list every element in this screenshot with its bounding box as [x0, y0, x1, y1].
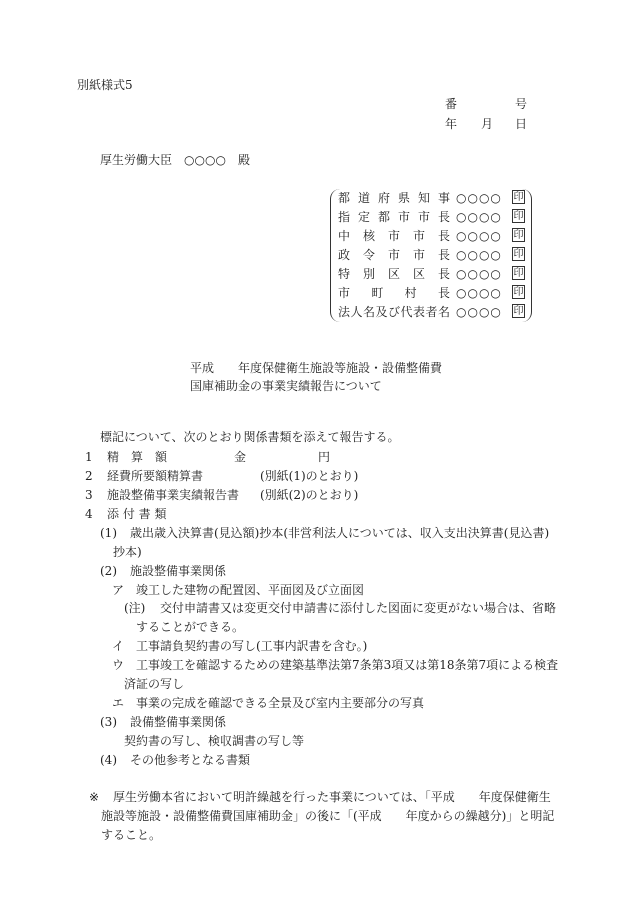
attach-1-cont: 抄本)	[113, 545, 142, 559]
signatory-title: 市町村長	[338, 286, 450, 300]
attach-4-num: (4)	[100, 753, 117, 767]
attach-2u-cont: 済証の写し	[124, 677, 185, 691]
item-2-num: 2	[85, 469, 93, 483]
item-1-value: 金 円	[234, 450, 331, 464]
item-3-num: 3	[85, 488, 93, 502]
signatory-name: ○○○○	[456, 248, 502, 262]
remark-line-2: 施設等施設・設備整備費国庫補助金」の後に「(平成 年度からの繰越分)」と明記	[101, 809, 555, 823]
signatory-row	[338, 210, 528, 224]
signatory-name: ○○○○	[456, 286, 502, 300]
attach-3-cont: 契約書の写し、検収調書の写し等	[124, 734, 305, 748]
item-3-value: (別紙(2)のとおり)	[260, 488, 359, 502]
attach-2e-text: 事業の完成を確認できる全景及び室内主要部分の写真	[136, 696, 425, 710]
note-num: (注)	[124, 601, 146, 615]
subject-line-2: 国庫補助金の事業実績報告について	[190, 379, 382, 393]
attach-2a-text: 竣工した建物の配置図、平面図及び立面図	[136, 583, 365, 597]
intro-text: 標記について、次のとおり関係書類を添えて報告する。	[100, 430, 400, 444]
seal-icon: 印	[513, 230, 524, 241]
signatory-row	[338, 191, 528, 205]
signatory-title: 法人名及び代表者名	[338, 305, 450, 319]
attach-2u-num: ウ	[112, 658, 125, 672]
date-year: 年	[445, 117, 458, 131]
item-1-num: 1	[85, 450, 93, 464]
signatory-row	[338, 267, 528, 281]
number-suffix: 号	[515, 97, 528, 111]
signatory-title: 中核市市長	[338, 229, 450, 243]
number-label: 番	[445, 97, 458, 111]
attach-1-text: 歳出歳入決算書(見込額)抄本(非営利法人については、収入支出決算書(見込書)	[130, 526, 550, 540]
attach-3-num: (3)	[100, 715, 117, 729]
seal-icon: 印	[513, 287, 524, 298]
signatory-row	[338, 286, 528, 300]
attach-2i-num: イ	[112, 639, 125, 653]
item-4-label: 添 付 書 類	[107, 507, 167, 521]
item-2-label: 経費所要額精算書	[107, 469, 204, 483]
attach-2i-text: 工事請負契約書の写し(工事内訳書を含む。)	[136, 639, 368, 653]
signatory-name: ○○○○	[456, 229, 502, 243]
attach-3-text: 設備整備事業関係	[130, 715, 227, 729]
signatory-title: 特別区区長	[338, 267, 450, 281]
addressee-name: ○○○○	[184, 153, 226, 167]
item-4-num: 4	[85, 507, 93, 521]
seal-icon: 印	[513, 306, 524, 317]
signatory-row	[338, 229, 528, 243]
subject-line-1: 平成 年度保健衛生施設等施設・設備整備費	[190, 361, 443, 375]
addressee	[100, 153, 250, 167]
addressee-title: 厚生労働大臣	[100, 153, 173, 167]
attach-2a-num: ア	[112, 583, 125, 597]
item-3-label: 施設整備事業実績報告書	[107, 488, 240, 502]
item-2-value: (別紙(1)のとおり)	[260, 469, 359, 483]
signatory-title: 指定都市市長	[338, 210, 450, 224]
date-day: 日	[515, 117, 528, 131]
signatory-name: ○○○○	[456, 191, 502, 205]
signatory-row	[338, 305, 528, 319]
attach-2-text: 施設整備事業関係	[130, 564, 227, 578]
seal-icon: 印	[513, 268, 524, 279]
form-label: 別紙様式5	[77, 78, 133, 92]
note-cont: することができる。	[136, 620, 245, 634]
signatory-row	[338, 248, 528, 262]
seal-icon: 印	[513, 249, 524, 260]
signatory-title: 政令市市長	[338, 248, 450, 262]
remark-mark: ※	[89, 790, 100, 804]
note-text: 交付申請書又は変更交付申請書に添付した図面に変更がない場合は、省略	[160, 601, 557, 615]
attach-2u-text: 工事竣工を確認するための建築基準法第7条第3項又は第18条第7項による検査	[136, 658, 559, 672]
attach-4-text: その他参考となる書類	[130, 753, 251, 767]
attach-2e-num: エ	[112, 696, 125, 710]
remark-line-1: 厚生労働本省において明許繰越を行った事業については、「平成 年度保健衛生	[113, 790, 551, 804]
date-month: 月	[481, 117, 494, 131]
signatory-name: ○○○○	[456, 305, 502, 319]
seal-icon: 印	[513, 192, 524, 203]
signatory-name: ○○○○	[456, 267, 502, 281]
item-1-label: 精 算 額	[107, 450, 168, 464]
addressee-honorific: 殿	[237, 153, 250, 167]
attach-1-num: (1)	[100, 526, 117, 540]
signatory-name: ○○○○	[456, 210, 502, 224]
seal-icon: 印	[513, 211, 524, 222]
remark-line-3: すること。	[101, 828, 162, 842]
attach-2-num: (2)	[100, 564, 117, 578]
signatory-title: 都道府県知事	[338, 191, 450, 205]
